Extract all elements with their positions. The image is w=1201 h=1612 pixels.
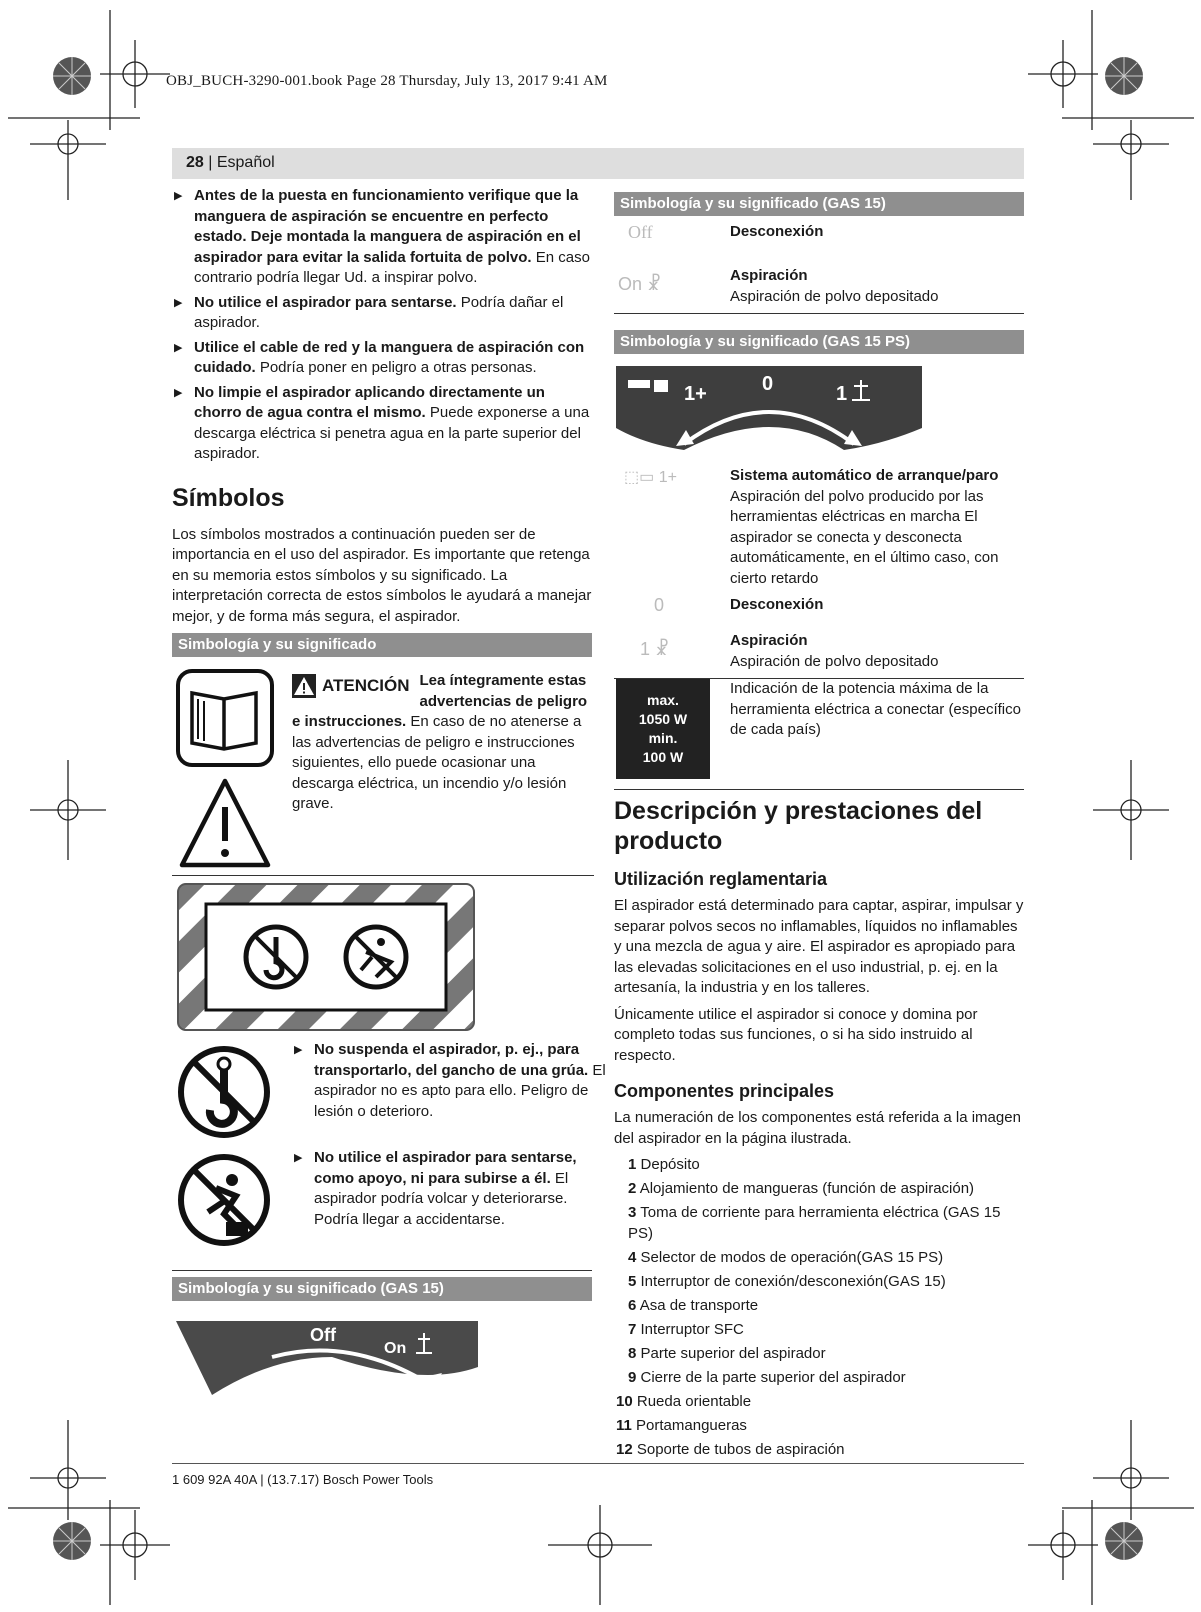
no-crane-hook-icon	[176, 1044, 272, 1140]
symbol-row-off: Off Desconexión	[614, 222, 1024, 260]
dial-auto-label: 1+	[684, 383, 707, 405]
bullet-item: ▶ Utilice el cable de red y la manguera de aspiración con cuidado. Podría poner en peligro a otras personas.	[172, 338, 592, 379]
right-column	[614, 192, 1024, 1464]
symbol-row-auto: ⬚▭ 1+ Sistema automático de arranque/paro Aspiración del polvo producido por las herramientas eléctricas en marcha El aspirador se conecta y desconecta automáticamente, en el último caso, con cierto retardo	[614, 466, 1024, 589]
attention-bold: Lea íntegramente estas advertencias de peligro e instrucciones.	[292, 672, 588, 730]
subtitle-componentes: Componentes principales	[614, 1081, 835, 1101]
component-item: 5 Interruptor de conexión/desconexión(GAS 15)	[628, 1272, 946, 1290]
attention-block	[172, 665, 592, 875]
page-language: Español	[216, 154, 275, 171]
bullet-item: ▶ No limpie el aspirador aplicando directamente un chorro de agua contra el mismo. Puede exponerse a una descarga eléctrica si penetra agua en la parte superior del aspirador.	[172, 383, 592, 465]
dial-one-label: 1	[836, 383, 848, 405]
symbols-intro: Los símbolos mostrados a continuación pueden ser de importancia en el uso del aspirador. Es importante que retenga en su memoria estos símbolos y su significado. La interpretación correcta de estos símbolos le ayudará a manejar mejor, y de forma más segura, el aspirador.	[172, 525, 592, 625]
component-item: 3 Toma de corriente para herramienta eléctrica (GAS 15 PS)	[628, 1204, 1001, 1242]
usage-paragraph-2: Únicamente utilice el aspirador si conoce y domina por completo todas sus funciones, o si ha sido instruido al respecto.	[614, 1005, 978, 1064]
power-rating-icon: max. 1050 W min. 100 W	[616, 679, 710, 779]
attention-text: En caso de no atenerse a las advertencias de peligro e instrucciones siguientes, ello puede ocasionar una descarga eléctrica, un incendio y/o lesión grave.	[292, 713, 582, 812]
crane-warning: ▶ No suspenda el aspirador, p. ej., para transportarlo, del gancho de una grúa. El aspirador no es apto para ello. Peligro de lesión o deterioro.	[172, 1040, 592, 1148]
attention-label: ATENCIÓN	[322, 675, 410, 695]
bullet-item: ▶ No utilice el aspirador para sentarse. Podría dañar el aspirador.	[172, 293, 592, 334]
component-item: 4 Selector de modos de operación(GAS 15 PS)	[628, 1248, 944, 1266]
gas15-switch-dial	[172, 1317, 482, 1399]
component-item: 2 Alojamiento de mangueras (función de aspiración)	[628, 1180, 975, 1197]
component-item: 12 Soporte de tubos de aspiración	[616, 1440, 845, 1458]
no-stepping-icon	[176, 1152, 272, 1248]
component-item: 8 Parte superior del aspirador	[628, 1344, 826, 1362]
manual-and-warning-icons	[176, 669, 276, 869]
table-header-gas15: Simbología y su significado (GAS 15)	[172, 1277, 592, 1301]
auto-start-symbol-icon: ⬚▭ 1+	[624, 469, 677, 486]
components-list	[614, 1155, 1024, 1460]
component-item: 10 Rueda orientable	[616, 1392, 752, 1410]
symbol-row-suction: On ☧ Aspiración Aspiración de polvo depositado	[614, 266, 1024, 307]
components-intro: La numeración de los componentes está referida a la imagen del aspirador en la página ilustrada.	[614, 1109, 1021, 1147]
table-header-gas15-right: Simbología y su significado (GAS 15)	[614, 192, 1024, 216]
page-footer: 1 609 92A 40A | (13.7.17) Bosch Power Tools	[172, 1472, 434, 1487]
component-item: 7 Interruptor SFC	[628, 1320, 744, 1338]
section-title-simbolos: Símbolos	[172, 483, 285, 512]
page-header: 28 | Español	[172, 148, 1024, 179]
no-sitting-icon	[346, 927, 406, 987]
one-suction-symbol-icon: 1 ☧	[640, 639, 670, 659]
symbol-row-power: max. 1050 W min. 100 W Indicación de la potencia máxima de la herramienta eléctrica a conectar (específico de cada país)	[614, 679, 1024, 783]
bullet-item: ▶ Antes de la puesta en funcionamiento verifique que la manguera de aspiración se encuentre en perfecto estado. Deje montada la manguera de aspiración en el aspirador para evitar la salida fortuita de polvo. En caso contrario podría llegar Ud. a inspirar polvo.	[172, 186, 592, 289]
dial-on-label: On	[384, 1340, 407, 1357]
gas15ps-mode-dial	[614, 364, 924, 456]
dial-zero-label: 0	[762, 373, 774, 395]
dial-off-label: Off	[310, 1325, 336, 1345]
no-crane-no-sit-hazard-sign	[176, 882, 476, 1032]
subtitle-utilizacion: Utilización reglamentaria	[614, 869, 828, 889]
component-item: 1 Depósito	[628, 1156, 700, 1173]
table-header-symbols: Simbología y su significado	[172, 633, 592, 657]
page-number: 28	[186, 154, 204, 171]
print-slug: OBJ_BUCH-3290-001.book Page 28 Thursday, July 13, 2017 9:41 AM	[166, 73, 608, 89]
zero-symbol-icon: 0	[654, 595, 665, 615]
section-title-descripcion: Descripción y prestaciones del producto	[614, 797, 983, 855]
table-header-gas15ps: Simbología y su significado (GAS 15 PS)	[614, 330, 1024, 354]
component-item: 9 Cierre de la parte superior del aspirador	[628, 1368, 906, 1386]
symbol-row-suction-ps: 1 ☧ Aspiración Aspiración de polvo depositado	[614, 631, 1024, 672]
warning-triangle-icon	[292, 674, 316, 698]
no-crane-icon	[246, 927, 306, 987]
off-symbol-icon: Off	[628, 222, 653, 242]
usage-paragraph-1: El aspirador está determinado para captar, aspirar, impulsar y separar polvos secos no inflamables, líquidos no inflamables y una mezcla de agua y aire. El aspirador es apropiado para las elevadas solicitaciones en el uso industrial, p. ej. en la artesanía, la industria y en los talleres.	[614, 897, 1024, 996]
left-column	[172, 186, 606, 1399]
sit-warning: ▶ No utilice el aspirador para sentarse, como apoyo, ni para subirse a él. El aspirador podría volcar y deteriorarse. Podría llegar a accidentarse.	[172, 1148, 592, 1256]
symbol-row-off-ps: 0 Desconexión	[614, 595, 1024, 625]
component-item: 6 Asa de transporte	[628, 1296, 759, 1314]
component-item: 11 Portamangueras	[616, 1416, 747, 1434]
on-suction-symbol-icon: On ☧	[618, 274, 662, 294]
